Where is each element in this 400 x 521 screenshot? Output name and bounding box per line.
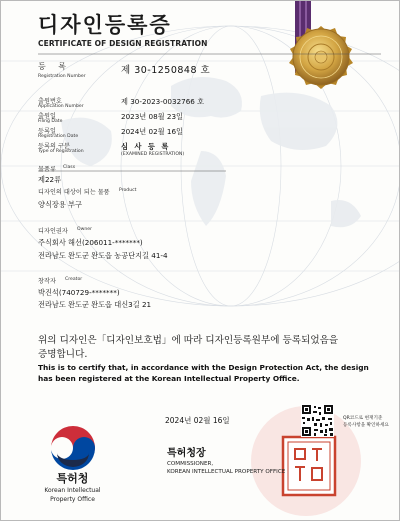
statement-english: This is to certify that, in accordance with the Design Protection Act, the design has been registered at the Korean Intellectual Property Office. — [38, 363, 369, 383]
owner-label-en: Owner — [77, 227, 92, 232]
agency-name-english-line2: Property Office — [50, 496, 95, 503]
issuer-english-line1: COMMISSIONER, — [167, 461, 214, 467]
issuer-english-line2: KOREAN INTELLECTUAL PROPERTY OFFICE — [167, 469, 286, 475]
creator-label: 창작자 — [38, 278, 56, 285]
class-value: 제22류 — [38, 175, 62, 184]
owner-address: 전라남도 완도군 완도읍 농공단지길 41-4 — [38, 251, 168, 260]
registration-type-value: 심 사 등 록 — [121, 142, 171, 151]
agency-name-english-line1: Korean Intellectual — [44, 487, 101, 494]
owner-name: 주식회사 해선(206011-*******) — [38, 238, 143, 247]
certificate-subtitle: CERTIFICATE OF DESIGN REGISTRATION — [38, 39, 208, 48]
registration-label: 등 록 — [38, 62, 71, 71]
issuer-english — [167, 460, 285, 476]
registration-type-value-en: (EXAMINED REGISTRATION) — [121, 152, 185, 157]
creator-label-en: Creator — [65, 277, 83, 282]
owner-label: 디자인권자 — [38, 228, 68, 235]
registration-type-label-en: Type of Registration — [38, 149, 84, 154]
issuer-korean: 특허청장 — [167, 448, 206, 459]
creator-name: 박진석(740729-*******) — [38, 288, 120, 297]
application-no-label: 출원번호 — [38, 98, 62, 105]
registration-date-label: 등록일 — [38, 128, 56, 135]
product-value: 양식장용 부구 — [38, 200, 82, 209]
agency-name-english — [35, 486, 110, 504]
qr-caption — [343, 416, 389, 429]
application-no-label-en: Application Number — [38, 104, 84, 109]
filing-date-label: 출원일 — [38, 113, 56, 120]
qr-caption-line2: 등록사항을 확인하세요 — [343, 422, 389, 428]
registration-type-label: 등록의 구분 — [38, 143, 70, 150]
registration-number: 제 30-1250848 호 — [121, 65, 211, 76]
qr-caption-line1: QR코드로 현재기준 — [343, 416, 383, 421]
class-label: 물품류 — [38, 166, 56, 173]
filing-date-value: 2023년 08월 23일 — [121, 112, 183, 121]
registration-date-label-en: Registration Date — [38, 134, 79, 139]
product-label-en: Product — [119, 188, 137, 193]
kipo-logo-icon — [51, 426, 95, 470]
product-label: 디자인의 대상이 되는 물품 — [38, 189, 110, 196]
certificate-title: 디자인등록증 — [38, 13, 172, 37]
issue-date: 2024년 02월 16일 — [165, 416, 230, 425]
qr-code-icon — [301, 404, 334, 437]
creator-address: 전라남도 완도군 완도읍 대신3길 21 — [38, 300, 152, 309]
agency-name-korean: 특허청 — [56, 472, 89, 485]
registration-date-value: 2024년 02월 16일 — [121, 127, 183, 136]
class-label-en: Class — [63, 165, 76, 170]
registration-label-en: Registration Number — [38, 74, 86, 79]
statement-korean — [38, 334, 378, 362]
statement-korean-line1: 위의 디자인은「디자인보호법」에 따라 디자인등록원부에 등록되었음을 — [38, 335, 339, 346]
filing-date-label-en: Filing Date — [38, 119, 63, 124]
statement-korean-line2: 증명합니다. — [38, 349, 88, 360]
application-no-value: 제 30-2023-0032766 호 — [121, 97, 205, 106]
